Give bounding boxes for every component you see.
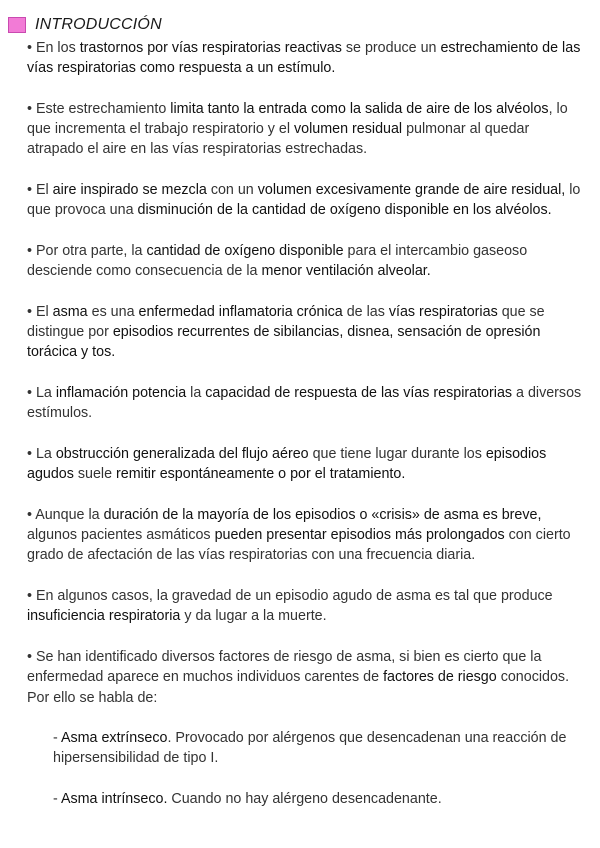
emphasized-text: Asma intrínseco. [60, 790, 168, 807]
emphasized-text: episodios agudos [27, 445, 547, 483]
text-run: con un [206, 182, 258, 199]
emphasized-text: enfermedad inflamatoria crónica [138, 303, 343, 320]
emphasized-text: volumen residual [294, 121, 403, 138]
emphasized-text: pueden presentar episodios más prolongados [214, 527, 505, 544]
text-run: pulmonar al quedar atrapado el aire en las vías respiratorias estrechadas. [27, 121, 530, 158]
bullet-paragraph [27, 505, 582, 566]
bullet-paragraph [27, 241, 582, 282]
text-run: se produce un [341, 40, 441, 56]
bullet-paragraph [27, 302, 582, 363]
text-run: , lo que incrementa el trabajo respiratorio y el [27, 100, 568, 138]
text-run: a diversos estímulos. [27, 385, 582, 422]
emphasized-text: disminución de la cantidad de oxígeno disponible en los alvéolos. [137, 202, 552, 219]
emphasized-text: obstrucción generalizada del flujo aéreo [55, 445, 309, 462]
text-run: lo que provoca una [27, 182, 581, 219]
text-run: • Este estrechamiento [27, 100, 171, 117]
text-run: y da lugar a la muerte. [180, 608, 327, 625]
bullet-paragraph [27, 383, 582, 424]
emphasized-text: cantidad de oxígeno disponible [146, 242, 344, 259]
emphasized-text: Asma extrínseco [60, 730, 168, 747]
emphasized-text: episodios recurrentes de sibilancias, disnea, sensación de opresión torácica y tos. [27, 324, 541, 361]
section-header [8, 16, 162, 34]
emphasized-text: menor ventilación alveolar. [261, 263, 431, 280]
text-run: • La [27, 385, 56, 402]
text-run: • Se han identificado diversos factores de riesgo de asma, si bien es cierto que la enfermedad aparece en muchos individuos carentes de [27, 648, 542, 686]
emphasized-text: asma [52, 303, 88, 320]
bullet-paragraph [27, 444, 582, 485]
sub-list-item [53, 728, 582, 769]
emphasized-text: limita tanto la entrada como la salida de aire de los alvéolos [170, 100, 549, 117]
emphasized-text: aire inspirado se mezcla [52, 182, 207, 199]
text-run: con cierto grado de afectación de las vías respiratorias con una frecuencia diaria. [27, 527, 571, 564]
sub-list-item [53, 789, 582, 809]
bullet-paragraph [27, 38, 582, 79]
bullet-paragraph [27, 647, 582, 708]
bullet-paragraph [27, 99, 582, 160]
document-body [27, 38, 582, 830]
emphasized-text: capacidad de respuesta de las vías respiratorias [205, 385, 513, 402]
text-run: algunos pacientes asmáticos [27, 527, 215, 544]
text-run: • El [27, 182, 53, 199]
pink-square-marker-icon [8, 17, 26, 33]
bullet-paragraph [27, 180, 582, 221]
text-run: • La [27, 445, 56, 462]
text-run: • Por otra parte, la [27, 242, 147, 259]
text-run: para el intercambio gaseoso desciende como consecuencia de la [27, 242, 528, 280]
emphasized-text: trastornos por vías respiratorias reactivas [79, 40, 342, 56]
emphasized-text: volumen excesivamente grande de aire residual, [257, 182, 566, 199]
emphasized-text: vías respiratorias [388, 303, 498, 320]
text-run: - [53, 730, 61, 747]
emphasized-text: duración de la mayoría de los episodios o «crisis» de asma es breve, [103, 506, 542, 523]
emphasized-text: insuficiencia respiratoria [27, 608, 181, 625]
emphasized-text: inflamación potencia [55, 385, 187, 402]
text-run: - [53, 790, 61, 807]
text-run: . Provocado por alérgenos que desencadenan una reacción de hipersensibilidad de tipo I. [53, 730, 567, 767]
section-title: INTRODUCCIÓN [35, 16, 162, 33]
bullet-paragraph [27, 586, 582, 627]
text-run: que se distingue por [27, 303, 545, 341]
text-run: conocidos. Por ello se habla de: [27, 669, 570, 706]
text-run: • Aunque la [27, 506, 104, 523]
text-run: Cuando no hay alérgeno desencadenante. [167, 790, 442, 807]
emphasized-text: remitir espontáneamente o por el tratamiento. [116, 466, 406, 483]
text-run: • En algunos casos, la gravedad de un episodio agudo de asma es tal que produce [27, 588, 553, 605]
text-run: es una [87, 303, 139, 320]
text-run: que tiene lugar durante los [308, 445, 486, 462]
text-run: • El [27, 303, 53, 320]
emphasized-text: estrechamiento de las vías respiratorias como respuesta a un estímulo. [27, 40, 581, 77]
text-run: la [186, 385, 206, 402]
text-run: de las [342, 303, 389, 320]
text-run: • En los [27, 40, 80, 56]
emphasized-text: factores de riesgo [383, 669, 497, 686]
text-run: suele [73, 466, 117, 483]
